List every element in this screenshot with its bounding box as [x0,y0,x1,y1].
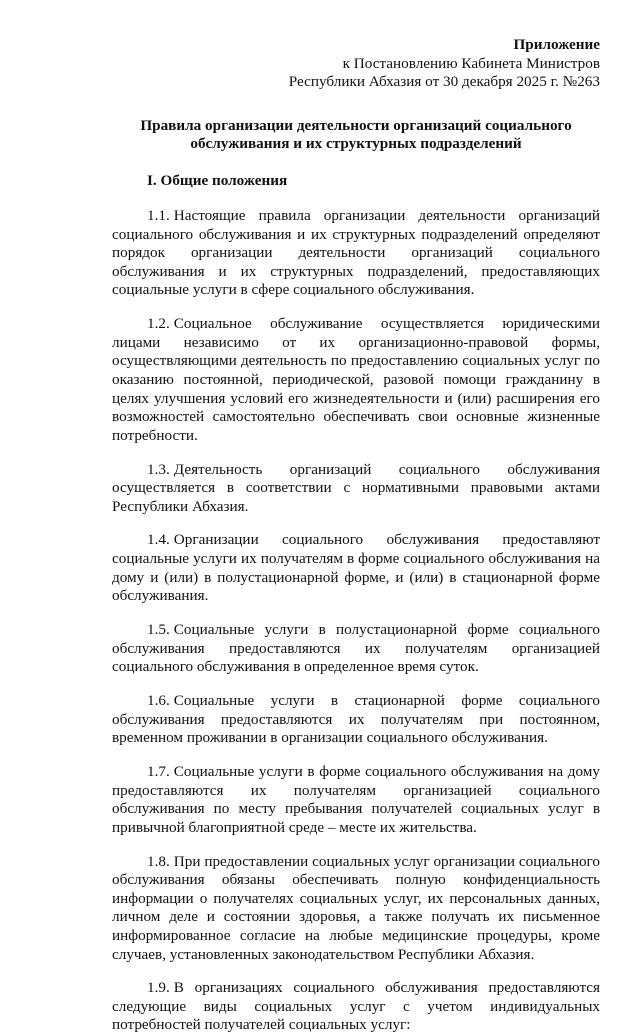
annex-line-2: Республики Абхазия от 30 декабря 2025 г. №263 [288,73,600,90]
paragraph-number: 1.7. [147,762,170,780]
paragraph-number: 1.4. [147,531,170,549]
document-title-line-2: обслуживания и их структурных подразделений [190,135,522,152]
annex-line-1: к Постановлению Кабинета Министров [342,54,600,72]
paragraph-1-2 [112,315,600,445]
paragraph-number: 1.3. [147,460,170,478]
paragraph-1-5 [112,621,600,677]
document-title-line-1: Правила организации деятельности организаций социального [140,116,572,134]
paragraph-1-7 [112,763,600,837]
paragraph-text: Настоящие правила организации деятельности организаций социального обслуживания и их структурных подразделений определяют порядок организации деятельности организаций социального обслуживания и их структурных подразделений, предоставляющих социальные услуги в сфере социального обслуживания. [112,207,600,299]
section-heading: I. Общие положения [147,171,288,189]
paragraph-1-9 [112,979,600,1035]
paragraph-number: 1.6. [147,692,170,709]
paragraph-1-8 [112,853,600,965]
paragraph-number: 1.9. [147,979,170,997]
paragraph-1-3 [112,461,600,517]
paragraph-text: Социальные услуги в стационарной форме социального обслуживания предоставляются их получателям при постоянном, временном проживании в организации социального обслуживания. [112,692,600,747]
paragraph-1-1 [112,207,600,300]
document-title [112,117,600,154]
paragraph-text: Социальное обслуживание осуществляется юридическими лицами независимо от их организационно-правовой формы, осуществляющими деятельность по предоставлению социальных услуг по оказанию постоянной, периодической, разовой помощи гражданину в целях улучшения условий его жизнедеятельности и (или) расширения его возможностей самостоятельно обеспечивать свои основные жизненные потребности. [112,315,600,444]
paragraph-text: Деятельность организаций социального обслуживания осуществляется в соответствии с нормативными правовыми актами Республики Абхазия. [112,460,600,515]
paragraph-number: 1.8. [147,852,170,870]
paragraph-text: При предоставлении социальных услуг организации социального обслуживания обязаны обеспечивать полную конфиденциальность информации о получателях социальных услуг, их персональных данных, личном деле и состоянии здоровья, а также получать их письменное информированное согласие на любые медицинские процедуры, кроме случаев, установленных законодательством Республики Абхазия. [112,852,600,963]
paragraph-number: 1.1. [147,207,170,224]
annex-block [112,36,600,92]
paragraph-1-4 [112,531,600,605]
paragraph-text: В организациях социального обслуживания предоставляются следующие виды социальных услуг с учетом индивидуальных потребностей получателей социальных услуг: [112,979,600,1034]
annex-heading: Приложение [513,36,600,53]
paragraph-1-6 [112,692,600,748]
paragraph-number: 1.2. [147,315,170,333]
paragraph-text: Социальные услуги в полустационарной форме социального обслуживания предоставляются их получателям организацией социального обслуживания в определенное время суток. [112,621,600,676]
paragraph-text: Социальные услуги в форме социального обслуживания на дому предоставляются их получателям организацией социального обслуживания по месту пребывания получателей социальных услуг в привычной благоприятной среде – месте их жительства. [112,762,600,836]
paragraph-text: Организации социального обслуживания предоставляют социальные услуги их получателям в форме социального обслуживания на дому и (или) в полустационарной форме, и (или) в стационарной форме обслуживания. [112,531,600,605]
paragraph-number: 1.5. [147,621,170,639]
